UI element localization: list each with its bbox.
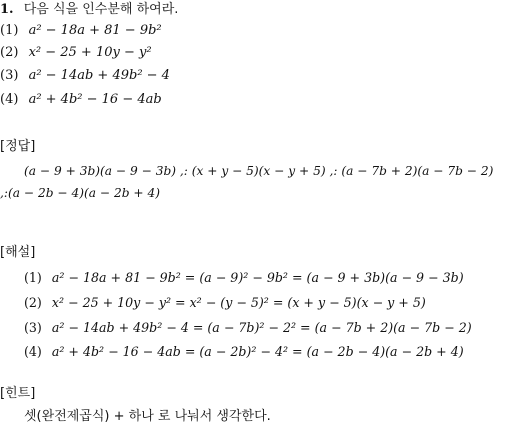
answer-text-2: ,:(a − 2b − 4)(a − 2b + 4) [0,186,160,200]
problem-item-expr: x² − 25 + 10y − y² [28,45,152,60]
explanation-item-2 [24,293,426,313]
explanation-heading [0,243,35,263]
problem-item-4 [0,90,162,110]
explanation-item-expr: a² − 18a + 81 − 9b² = (a − 9)² − 9b² = (a − 9 + 3b)(a − 9 − 3b) [51,270,464,285]
answer-text-1: (a − 9 + 3b)(a − 9 − 3b) ,: (x + y − 5)(x − y + 5) ,: (a − 7b + 2)(a − 7b − 2) [24,164,494,178]
explanation-item-label: (1) [24,270,42,285]
problem-item-expr: a² − 14ab + 49b² − 4 [28,68,170,83]
problem-header [0,0,178,20]
problem-item-2 [0,43,152,63]
explanation-item-label: (3) [24,320,42,335]
explanation-item-label: (4) [24,344,42,359]
hint-heading [0,384,35,404]
hint-text: 셋(완전제곱식) + 하나 로 나눠서 생각한다. [24,409,271,424]
problem-item-label: (2) [0,45,19,60]
hint-line [24,407,271,427]
explanation-item-expr: a² − 14ab + 49b² − 4 = (a − 7b)² − 2² = (a − 7b + 2)(a − 7b − 2) [51,320,472,335]
explanation-heading-text: [해설] [0,245,36,260]
problem-item-label: (4) [0,92,19,107]
problem-number: 1. [0,2,14,17]
explanation-item-expr: a² + 4b² − 16 − 4ab = (a − 2b)² − 4² = (a − 2b − 4)(a − 2b + 4) [51,344,464,359]
answer-heading-text: [정답] [0,139,36,154]
explanation-item-1 [24,268,464,288]
explanation-item-label: (2) [24,295,42,310]
problem-item-label: (1) [0,23,19,38]
problem-item-label: (3) [0,68,19,83]
explanation-item-3 [24,318,472,338]
problem-instruction: 다음 식을 인수분해 하여라. [23,2,179,17]
answer-heading [0,137,35,157]
problem-item-1 [0,21,162,41]
explanation-item-expr: x² − 25 + 10y − y² = x² − (y − 5)² = (x + y − 5)(x − y + 5) [51,295,426,310]
hint-heading-text: [힌트] [0,386,36,401]
explanation-item-4 [24,342,464,362]
problem-item-expr: a² + 4b² − 16 − 4ab [28,92,162,107]
answer-line-1 [24,161,493,181]
answer-line-2 [0,183,160,203]
problem-item-expr: a² − 18a + 81 − 9b² [28,23,162,38]
problem-item-3 [0,66,170,86]
